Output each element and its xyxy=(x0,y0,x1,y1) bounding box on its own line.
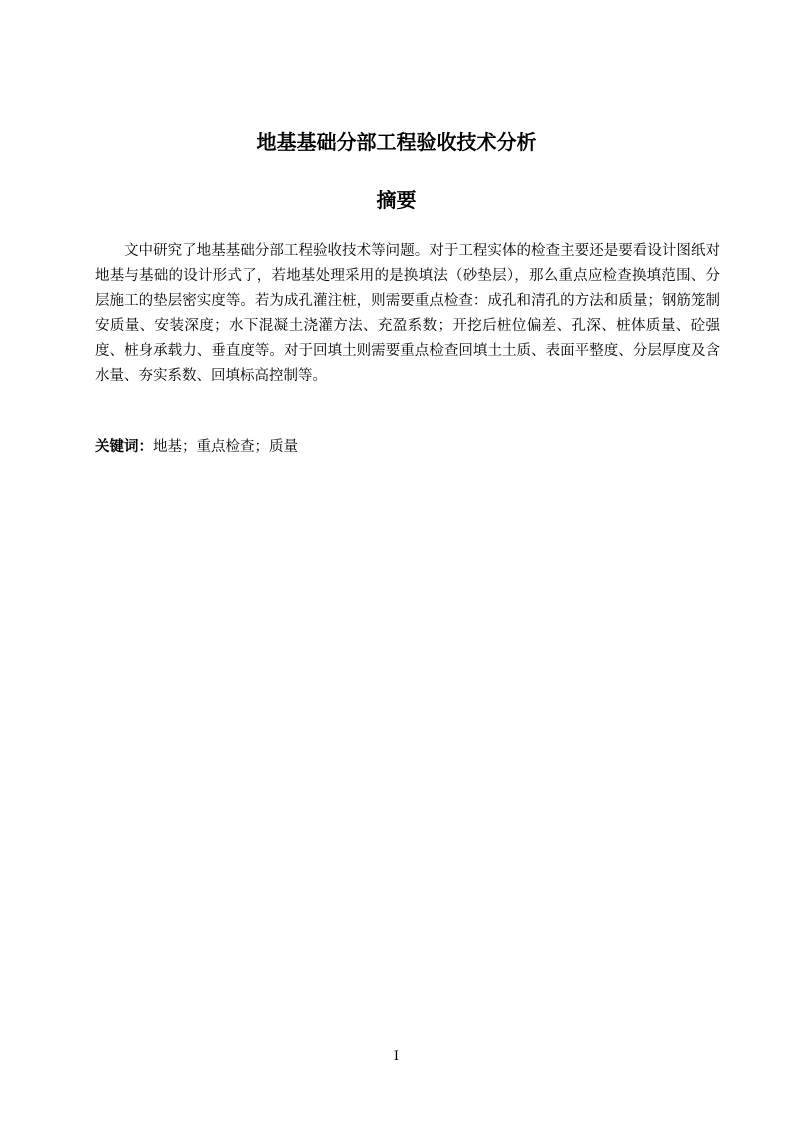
abstract-body: 文中研究了地基基础分部工程验收技术等问题。对于工程实体的检查主要还是要看设计图纸对地基与基础的设计形式了，若地基处理采用的是换填法（砂垫层），那么重点应检查换填范围、分层施工的垫层密实度等。若为成孔灌注桩，则需要重点检查：成孔和清孔的方法和质量；钢筋笼制安质量、安装深度；水下混凝土浇灌方法、充盈系数；开挖后桩位偏差、孔深、桩体质量、砼强度、桩身承载力、垂直度等。对于回填土则需要重点检查回填土土质、表面平整度、分层厚度及含水量、夯实系数、回填标高控制等。 xyxy=(95,243,720,384)
page-number: I xyxy=(393,1049,400,1064)
document-title: 地基基础分部工程验收技术分析 xyxy=(256,130,537,154)
keywords-value: 地基；重点检查；质量 xyxy=(153,439,298,455)
abstract-heading: 摘要 xyxy=(376,188,417,212)
keywords-line xyxy=(95,434,720,460)
keywords-label: 关键词： xyxy=(95,438,153,455)
